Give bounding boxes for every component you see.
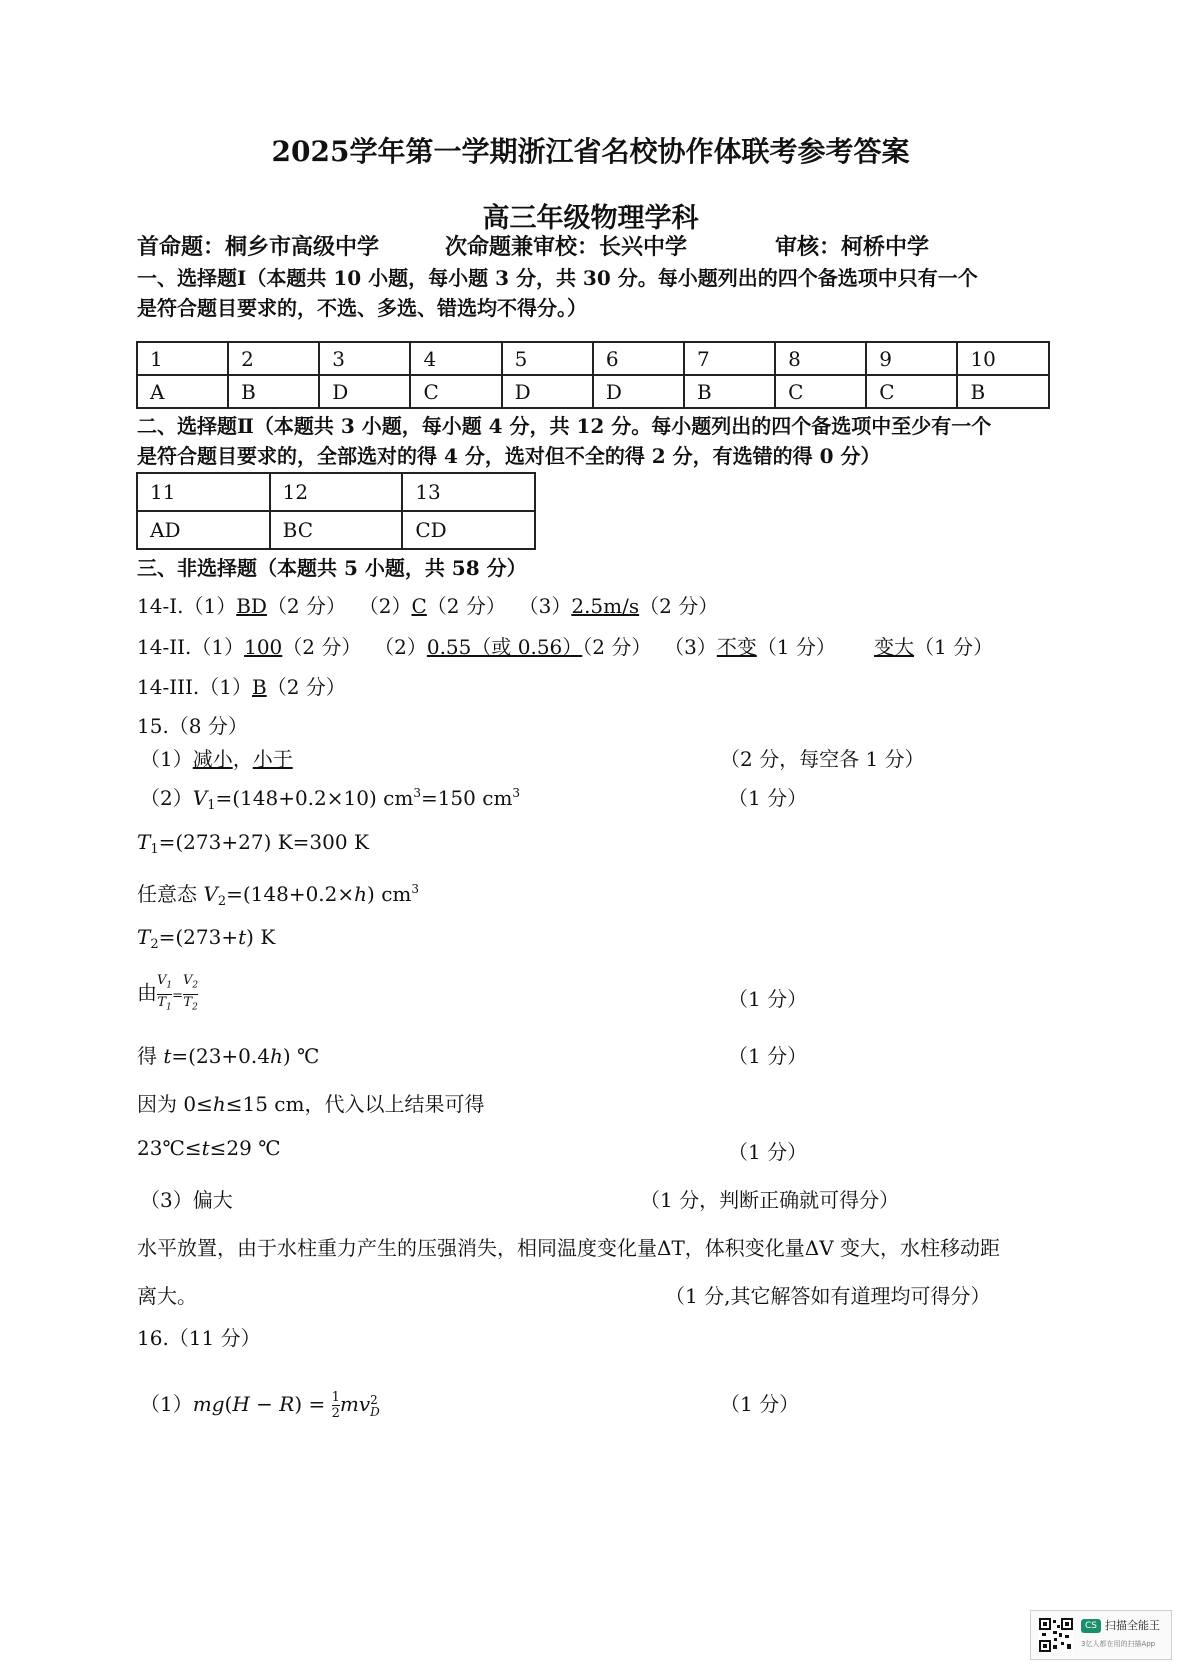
q15-ratio-line: 由 $\frac{V_1}{T_1}$ = $\frac{V_2}{T_2}$ bbox=[137, 973, 198, 1015]
q15-2-v1-line: $(2)V_1=(148+0.2\times 10)$ $cm^3=150$ $cm^3$ bbox=[140, 786, 521, 813]
q15-explanation-1: 水平放置，由于水柱重力产生的压强消失，相同温度变化量ΔT，体积变化量ΔV 变大，水柱移动距 bbox=[137, 1236, 1001, 1260]
table-cell: C bbox=[410, 375, 501, 408]
q14-3-answer1: B bbox=[252, 675, 267, 699]
q15-t1-text: =(273+27) K=300 K bbox=[158, 830, 369, 854]
q15-2-prefix: （2） bbox=[140, 786, 193, 810]
section1-heading-1: 一、选择题Ⅰ（本题共 10 小题，每小题 3 分，共 30 分。每小题列出的四个备选项中只有一个 bbox=[137, 266, 978, 290]
q14-1-answer1: BD bbox=[236, 594, 267, 618]
table-cell: 12 bbox=[270, 473, 403, 511]
table-row bbox=[137, 342, 1049, 375]
q16-1-prefix: （1） bbox=[140, 1392, 193, 1416]
q14-2-part1: （1） bbox=[191, 635, 245, 659]
q15-de-text: =(23+0.4 bbox=[171, 1044, 270, 1068]
q16-1-line: （1）mg(H − R) = $\frac{1}{2}$ mv 2 D bbox=[140, 1390, 380, 1421]
q14-1-answer3: 2.5m/s bbox=[571, 594, 640, 618]
q14-1-answer2: C bbox=[411, 594, 427, 618]
q14-3-part1: （1） bbox=[199, 675, 252, 699]
q14-3-score1: （2 分） bbox=[266, 675, 346, 699]
q15-ratio-score: （1 分） bbox=[728, 987, 808, 1011]
cs-logo-icon: CS bbox=[1081, 1619, 1101, 1633]
q14-2-line bbox=[137, 631, 993, 660]
scanner-app-tagline: 3亿人都在用的扫描App bbox=[1081, 1640, 1156, 1648]
page-subtitle: 高三年级物理学科 bbox=[482, 203, 699, 234]
table-cell: D bbox=[502, 375, 593, 408]
q14-2-score2: （2 分） bbox=[582, 635, 652, 659]
section2-heading-2: 是符合题目要求的，全部选对的得 4 分，选对但不全的得 2 分，有选错的得 0 分） bbox=[137, 444, 881, 468]
q14-1-score1: （2 分） bbox=[266, 594, 347, 618]
q14-1-label: 14-I. bbox=[137, 594, 184, 618]
q15-heading: 15.（8 分） bbox=[137, 714, 248, 738]
q14-1-part3: （3） bbox=[518, 594, 572, 618]
section2-heading-1: 二、选择题Ⅱ（本题共 3 小题，每小题 4 分，共 12 分。每小题列出的四个备选项中至少有一个 bbox=[137, 414, 992, 438]
q15-because-tail: ≤15 cm，代入以上结果可得 bbox=[225, 1092, 485, 1116]
q15-explanation-score: （1 分,其它解答如有道理均可得分） bbox=[665, 1284, 991, 1308]
table-row bbox=[137, 473, 535, 511]
q15-t2-text: =(273+ bbox=[158, 925, 239, 949]
q14-3-label: 14-III. bbox=[137, 675, 200, 699]
q15-3-line: （3）偏大 bbox=[140, 1188, 233, 1212]
scanner-watermark bbox=[1030, 1610, 1172, 1660]
section3-heading: 三、非选择题（本题共 5 小题，共 58 分） bbox=[137, 556, 527, 580]
section2-answer-table bbox=[136, 472, 536, 550]
table-cell: C bbox=[775, 375, 866, 408]
table-cell: 5 bbox=[502, 342, 593, 375]
q15-range-post: ≤29 ℃ bbox=[209, 1136, 281, 1160]
qr-code-icon bbox=[1039, 1618, 1073, 1652]
q14-2-answer1: 100 bbox=[244, 635, 283, 659]
q16-heading: 16.（11 分） bbox=[137, 1326, 261, 1350]
q15-range-score: （1 分） bbox=[728, 1140, 808, 1164]
q15-1-separator: ， bbox=[232, 747, 253, 771]
table-cell: 8 bbox=[775, 342, 866, 375]
q14-1-part2: （2） bbox=[358, 594, 412, 618]
section1-heading-2: 是符合题目要求的，不选、多选、错选均不得分。） bbox=[137, 296, 587, 320]
table-cell: B bbox=[228, 375, 319, 408]
table-cell: 6 bbox=[593, 342, 684, 375]
table-cell: 11 bbox=[137, 473, 270, 511]
q14-3-line bbox=[137, 671, 346, 700]
table-cell: CD bbox=[402, 511, 535, 549]
q14-1-score2: （2 分） bbox=[426, 594, 506, 618]
fraction-v1-t1: $\frac{V_1}{T_1}$ bbox=[157, 973, 173, 1013]
table-cell: 4 bbox=[410, 342, 501, 375]
table-cell: B bbox=[957, 375, 1049, 408]
q16-1-score: （1 分） bbox=[720, 1392, 800, 1416]
q14-1-line bbox=[137, 590, 718, 619]
q14-1-part1: （1） bbox=[183, 594, 237, 618]
fraction-one-half: $\frac{1}{2}$ bbox=[331, 1390, 340, 1421]
table-cell: 9 bbox=[866, 342, 957, 375]
q15-1-answer1: 减小 bbox=[192, 747, 233, 771]
q15-explanation-2: 离大。 bbox=[137, 1284, 197, 1308]
table-cell: 3 bbox=[319, 342, 410, 375]
q15-t2-line: $T_2=(273+t)$ K bbox=[137, 925, 276, 952]
table-cell: C bbox=[866, 375, 957, 408]
q14-2-score4: （1 分） bbox=[914, 635, 994, 659]
scanner-app-name: 扫描全能王 bbox=[1105, 1619, 1160, 1632]
q15-t1-line: $T_1=(273+27)$ K=300 K bbox=[137, 830, 369, 857]
q14-2-answer4: 变大 bbox=[874, 635, 915, 659]
q15-because: 因为 0≤ bbox=[137, 1092, 213, 1116]
table-cell: 1 bbox=[137, 342, 228, 375]
q15-1-line bbox=[140, 743, 293, 772]
q15-t-score: （1 分） bbox=[728, 1044, 808, 1068]
section1-answer-table bbox=[136, 341, 1050, 409]
q15-1-score: （2 分，每空各 1 分） bbox=[720, 747, 925, 771]
q15-de-prefix: 得 bbox=[137, 1044, 164, 1068]
page-title: 2025学年第一学期浙江省名校协作体联考参考答案 bbox=[271, 135, 910, 168]
q15-range-pre: 23℃≤ bbox=[137, 1136, 202, 1160]
table-cell: A bbox=[137, 375, 228, 408]
q15-range-line: 23℃≤t≤29 ℃ bbox=[137, 1136, 281, 1160]
q15-2-score: （1 分） bbox=[728, 786, 808, 810]
table-cell: BC bbox=[270, 511, 403, 549]
table-cell: 13 bbox=[402, 473, 535, 511]
table-cell: B bbox=[684, 375, 775, 408]
table-row bbox=[137, 511, 535, 549]
q15-you: 由 bbox=[137, 980, 157, 1005]
q14-2-part3: （3） bbox=[664, 635, 717, 659]
table-cell: D bbox=[319, 375, 410, 408]
table-cell: 7 bbox=[684, 342, 775, 375]
table-cell: D bbox=[593, 375, 684, 408]
q15-3-score: （1 分，判断正确就可得分） bbox=[640, 1188, 900, 1212]
table-cell: 2 bbox=[228, 342, 319, 375]
q14-2-part2: （2） bbox=[374, 635, 427, 659]
q15-v2-line: 任意态 $V_2=(148+0.2\times h)$ $cm^3$ bbox=[137, 882, 420, 909]
authors-line: 首命题：桐乡市高级中学 次命题兼审校：长兴中学 审核：柯桥中学 bbox=[137, 234, 930, 260]
table-cell: AD bbox=[137, 511, 270, 549]
q14-1-score3: （2 分） bbox=[639, 594, 719, 618]
q15-1-answer2: 小于 bbox=[252, 747, 293, 771]
q15-v2-prefix: 任意态 bbox=[137, 882, 204, 906]
table-row bbox=[137, 375, 1049, 408]
q14-2-answer2: 0.55（或 0.56） bbox=[426, 635, 583, 659]
table-cell: 10 bbox=[957, 342, 1049, 375]
fraction-v2-t2: $\frac{V_2}{T_2}$ bbox=[183, 973, 199, 1013]
q14-2-answer3: 不变 bbox=[716, 635, 757, 659]
q15-t-line: 得 t=(23+0.4h) ℃ bbox=[137, 1044, 320, 1068]
q14-2-label: 14-II. bbox=[137, 635, 192, 659]
q15-because-line: 因为 0≤h≤15 cm，代入以上结果可得 bbox=[137, 1092, 485, 1116]
q15-1-prefix: （1） bbox=[140, 747, 193, 771]
q14-2-score3: （1 分） bbox=[756, 635, 836, 659]
q15-de-unit: ) ℃ bbox=[282, 1044, 320, 1068]
q14-2-score1: （2 分） bbox=[282, 635, 362, 659]
